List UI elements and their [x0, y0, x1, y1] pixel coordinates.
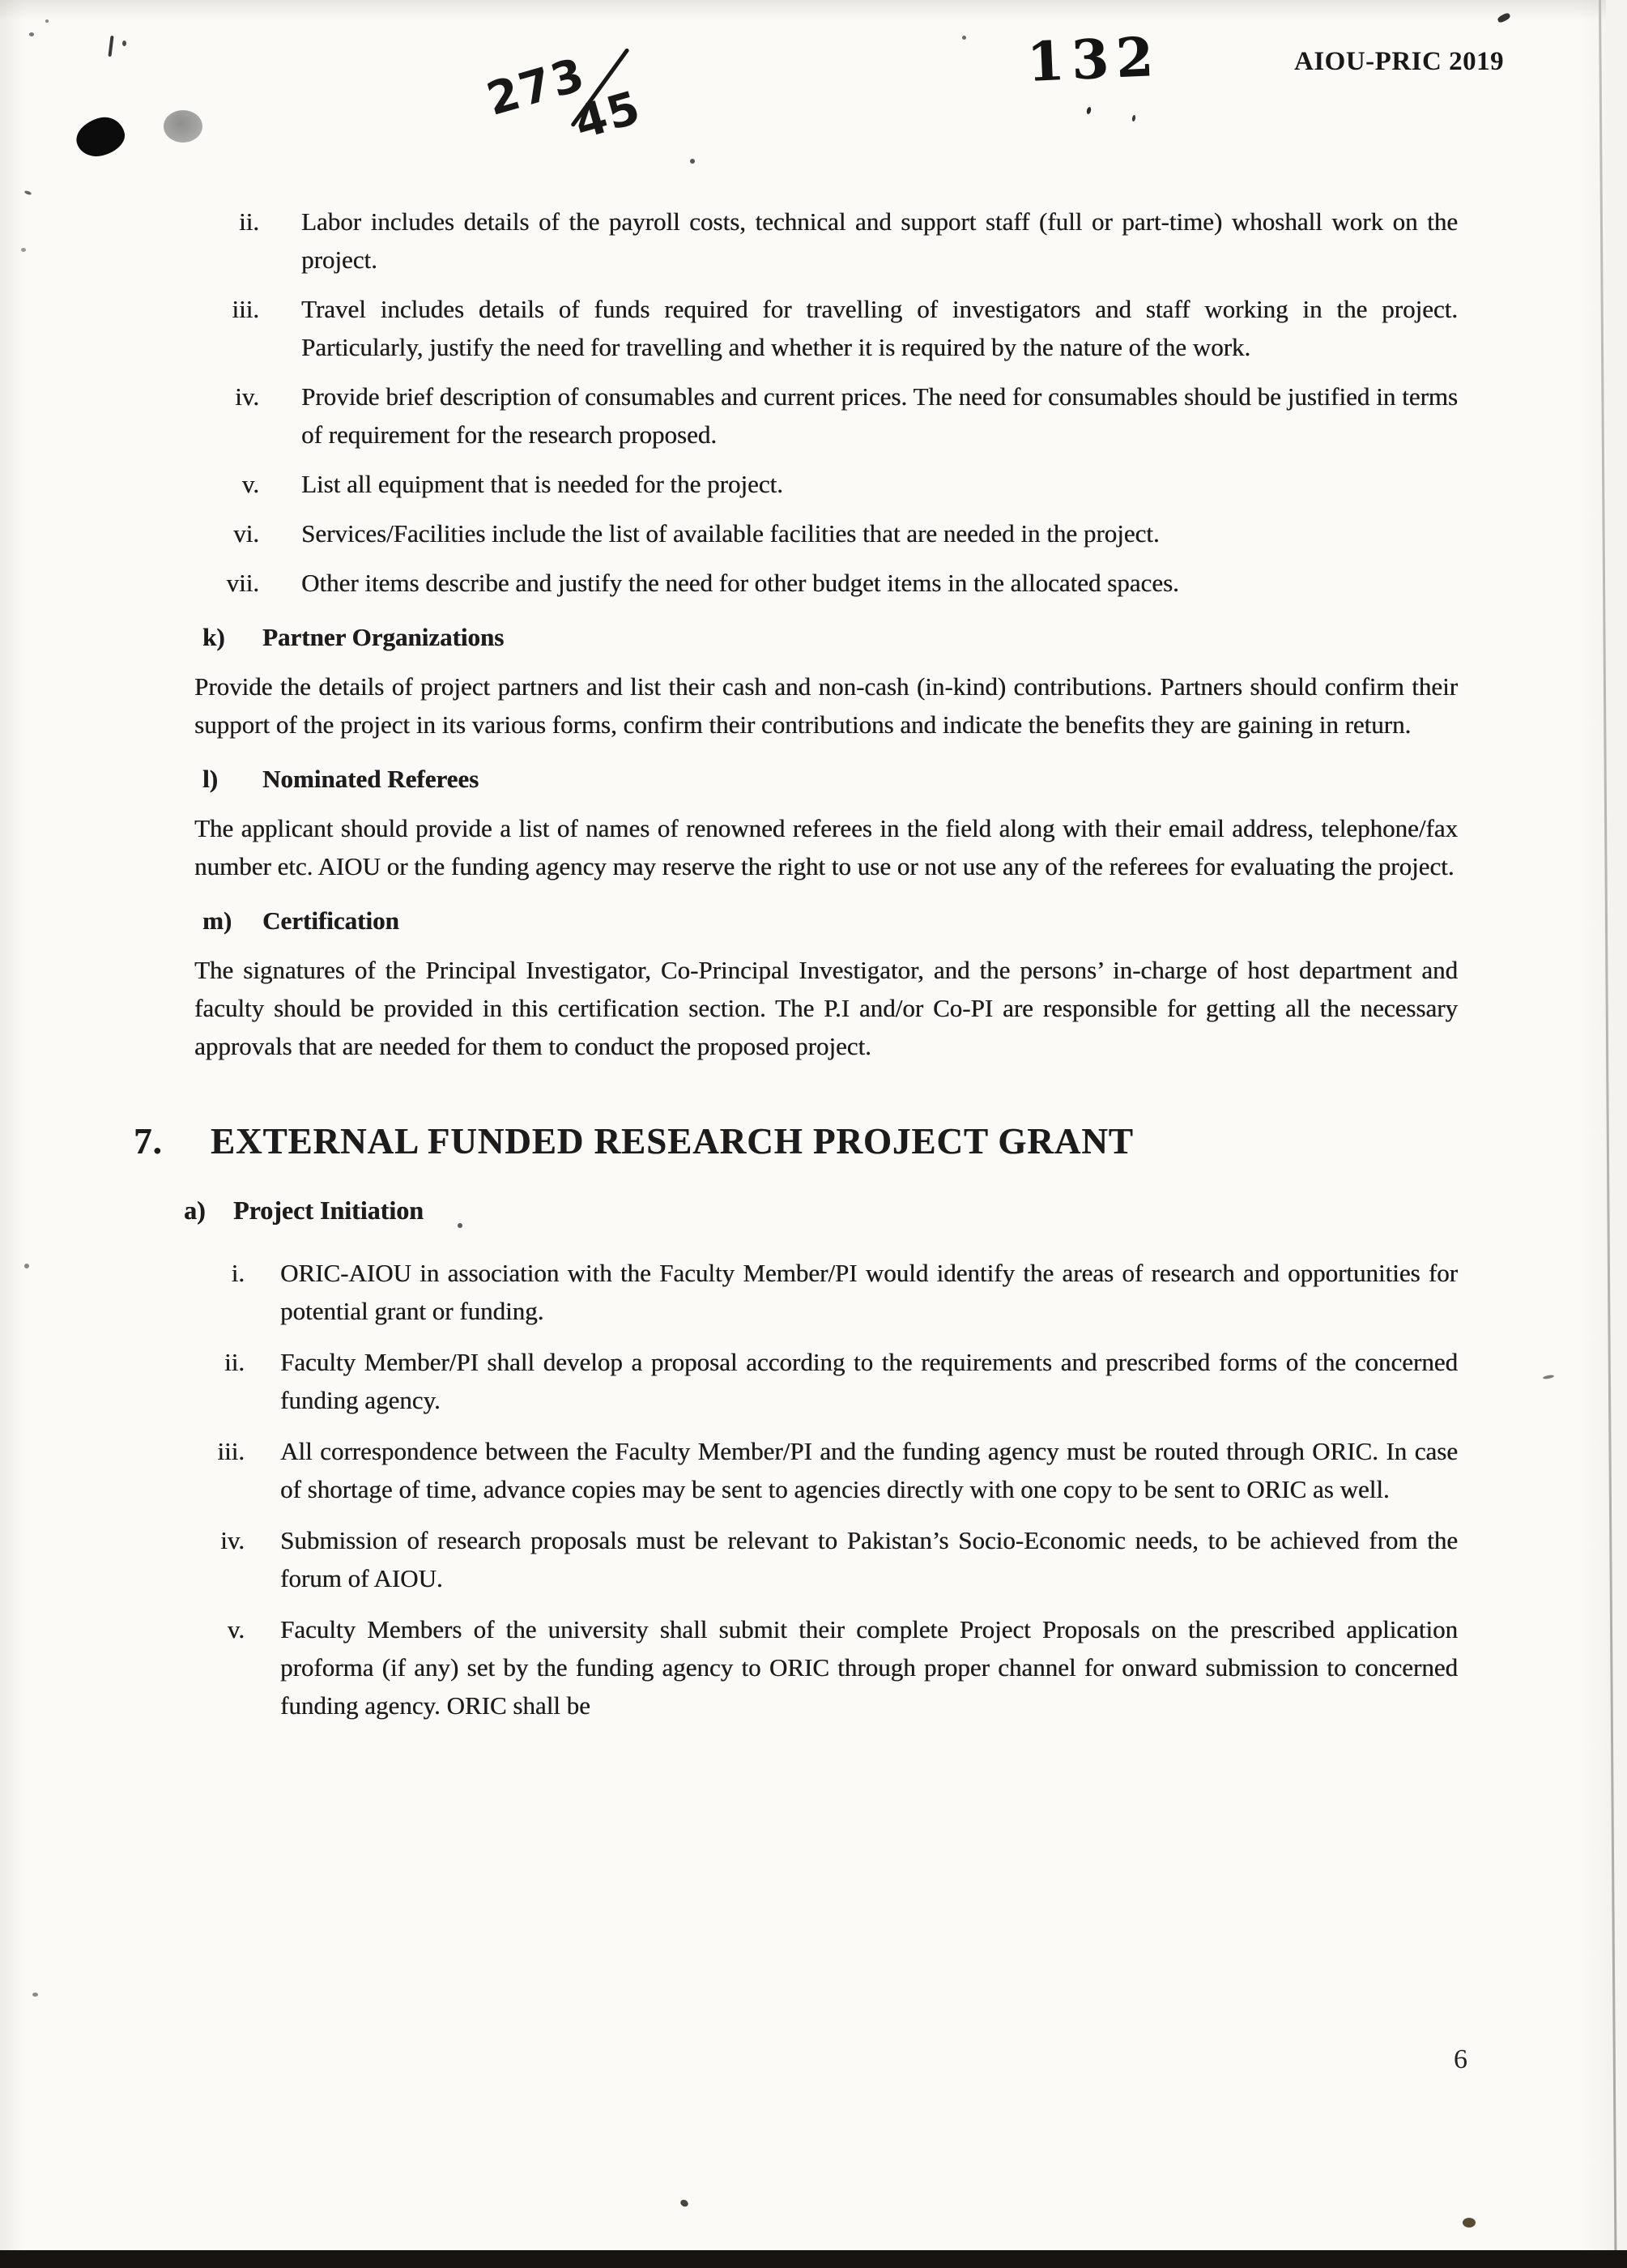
list-item-marker: ii. [239, 207, 259, 236]
section-paragraph: The signatures of the Principal Investigator, Co-Principal Investigator, and the persons’ in-charge of host department and faculty should be provided in this certification section. The P.I and/or Co-PI are responsible for getting all the necessary approvals that are needed for them to conduct the proposed project. [194, 956, 1458, 1060]
chapter-heading-external-funded-research [134, 1119, 1458, 1164]
list-item-marker: v. [227, 1615, 245, 1643]
section-label: m) [202, 906, 232, 935]
subsection-label: a) [184, 1196, 206, 1225]
chapter-number: 7. [134, 1121, 163, 1162]
document-reference: AIOU-PRIC 2019 [1294, 47, 1505, 76]
page-stamp-number: 132 [1025, 24, 1162, 94]
list-item [194, 564, 1458, 602]
list-item [194, 1521, 1458, 1597]
chapter-title: EXTERNAL FUNDED RESEARCH PROJECT GRANT [211, 1121, 1134, 1162]
list-item-marker: iv. [235, 382, 259, 411]
speck [1463, 2218, 1476, 2228]
document-body [134, 202, 1458, 1737]
list-item-marker: vii. [226, 569, 259, 597]
roman-list-budget-items [194, 202, 1458, 602]
scan-bottom-band [0, 2250, 1627, 2268]
list-item-marker: i. [231, 1259, 245, 1287]
section-paragraph: Provide the details of project partners and list their cash and non-cash (in-kind) contributions. Partners should confirm their support of the project in its various forms, confirm their contributions and indicate the benefits they are gaining in return. [194, 672, 1458, 739]
list-item [194, 465, 1458, 503]
section-title: Certification [262, 906, 399, 935]
list-item-text: Travel includes details of funds required for travelling of investigators and staff working in the project. Particularly, justify the need for travelling and whether it is required by the nature of the work. [301, 295, 1458, 361]
ink-blob [164, 110, 202, 143]
handwritten-fraction [481, 27, 688, 200]
speck [21, 248, 26, 252]
list-item-marker: ii. [224, 1348, 245, 1376]
list-item-text: ORIC-AIOU in association with the Faculty Member/PI would identify the areas of research and opportunities for potential grant or funding. [280, 1259, 1458, 1325]
list-item-marker: v. [241, 470, 259, 498]
subsection-heading-project-initiation [184, 1192, 1458, 1230]
list-item-text: Faculty Members of the university shall submit their complete Project Proposals on the prescribed application proforma (if any) set by the funding agency to ORIC through proper channel for onward submission to concerned funding agency. ORIC shall be [280, 1615, 1458, 1720]
list-item-marker: vi. [233, 519, 259, 548]
speck [45, 19, 49, 23]
section-label: l) [202, 765, 218, 793]
speck [962, 36, 966, 40]
section-paragraph: The applicant should provide a list of names of renowned referees in the field along with their email address, telephone/fax number etc. AIOU or the funding agency may reserve the right to use or not use any of the referees for evaluating the project. [194, 814, 1458, 880]
speck [24, 1264, 29, 1268]
speck [1543, 1375, 1554, 1379]
list-item-marker: iv. [220, 1526, 245, 1554]
speck [1131, 115, 1135, 122]
list-item-marker: iii. [217, 1437, 245, 1465]
list-item [194, 1343, 1458, 1419]
list-item [194, 1610, 1458, 1724]
list-item [194, 290, 1458, 366]
ink-blob [72, 113, 128, 160]
section-title: Partner Organizations [262, 623, 505, 651]
list-item [194, 1254, 1458, 1330]
section-title: Nominated Referees [262, 765, 479, 793]
scan-outside-strip [1606, 0, 1627, 2268]
list-item [194, 514, 1458, 552]
list-item-text: All correspondence between the Faculty Member/PI and the funding agency must be routed through ORIC. In case of shortage of time, advance copies may be sent to agencies directly with one copy to be sent to ORIC as well. [280, 1437, 1458, 1503]
speck [29, 32, 34, 36]
subsection-title: Project Initiation [233, 1196, 424, 1225]
list-item-text: Provide brief description of consumables and current prices. The need for consumables should be justified in terms of requirement for the research proposed. [301, 382, 1458, 449]
speck [679, 2198, 690, 2208]
list-item [194, 202, 1458, 279]
speck [32, 1993, 38, 1997]
list-item-text: List all equipment that is needed for the project. [301, 470, 783, 498]
ink-mark [122, 40, 126, 46]
section-heading-certification [194, 902, 1458, 940]
speck [690, 159, 695, 164]
page-number: 6 [1454, 2044, 1467, 2074]
section-heading-partner-organizations [194, 618, 1458, 656]
handwritten-denominator: 45 [569, 81, 648, 151]
section-label: k) [202, 623, 225, 651]
roman-list-project-initiation [194, 1254, 1458, 1724]
handwritten-numerator: 273 [481, 48, 592, 126]
list-item [194, 1432, 1458, 1508]
list-item-text: Services/Facilities include the list of available facilities that are needed in the project. [301, 519, 1160, 548]
speck [1086, 107, 1092, 115]
speck [1497, 12, 1511, 24]
speck [24, 190, 32, 196]
list-item-text: Submission of research proposals must be relevant to Pakistan’s Socio-Economic needs, to be achieved from the forum of AIOU. [280, 1526, 1458, 1592]
ink-mark [108, 36, 113, 57]
list-item [194, 377, 1458, 454]
list-item-text: Labor includes details of the payroll costs, technical and support staff (full or part-time) whoshall work on the project. [301, 207, 1458, 274]
list-item-text: Faculty Member/PI shall develop a proposal according to the requirements and prescribed forms of the concerned funding agency. [280, 1348, 1458, 1414]
list-item-text: Other items describe and justify the need for other budget items in the allocated spaces. [301, 569, 1179, 597]
list-item-marker: iii. [232, 295, 259, 323]
section-heading-nominated-referees [194, 760, 1458, 798]
